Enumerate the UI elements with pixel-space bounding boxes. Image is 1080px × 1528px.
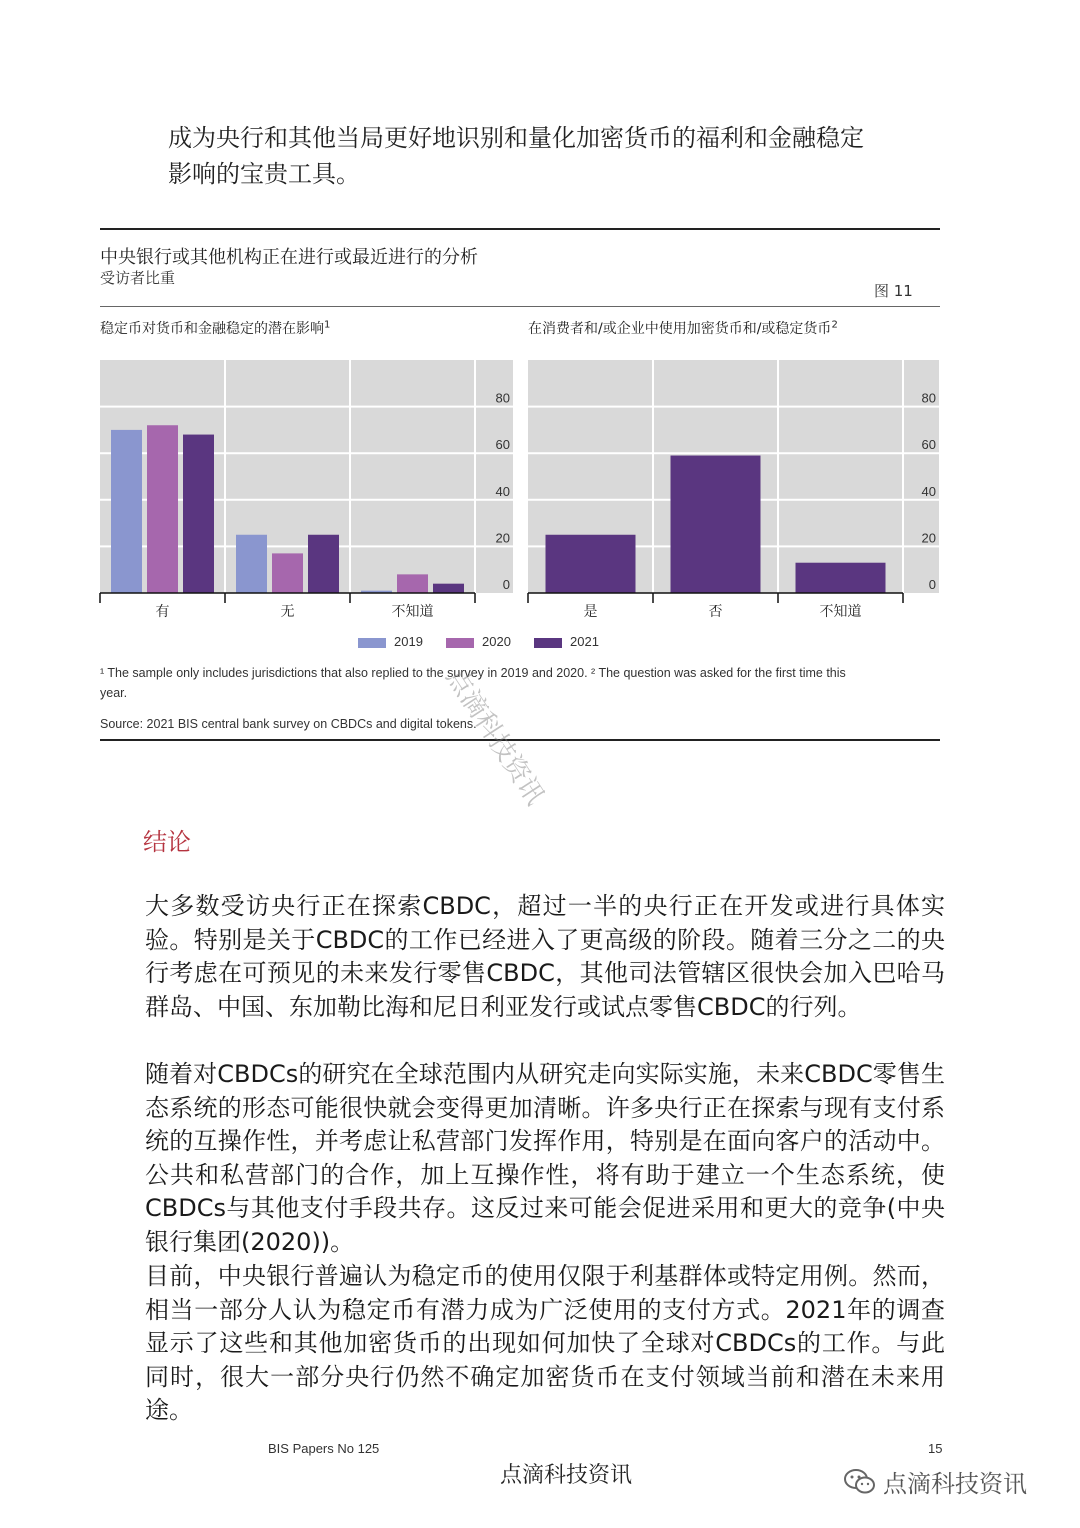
x-category-label: 不知道: [819, 603, 862, 619]
chart-legend: [358, 634, 599, 649]
bar: [236, 535, 267, 593]
figure-number: 图 11: [874, 282, 913, 300]
x-category-label: 有: [155, 603, 170, 619]
y-tick-label: 20: [495, 530, 510, 546]
y-tick-label: 80: [921, 390, 936, 406]
y-tick-label: 40: [921, 483, 936, 499]
wechat-account-name: 点滴科技资讯: [883, 1470, 1027, 1498]
right-panel-title-text: 在消费者和/或企业中使用加密货币和/或稳定货币: [528, 321, 832, 337]
figure-subtitle: 受访者比重: [100, 269, 176, 287]
footnote-line: ¹ The sample only includes jurisdictions that also replied to the survey in 2019 and 2020. ² The question was asked for the first time this: [100, 666, 846, 680]
paragraph-2: 随着对CBDCs的研究在全球范围内从研究走向实际实施，未来CBDC零售生态系统的形态可能很快就会变得更加清晰。许多央行正在探索与现有支付系统的互操作性，并考虑让私营部门发挥作用，特别是在面向客户的活动中。公共和私营部门的合作，加上互操作性，将有助于建立一个生态系统，使CBDCs与其他支付手段共存。这反过来可能会促进采用和更大的竞争(中央银行集团(2020))。: [145, 1060, 945, 1256]
bar: [272, 553, 303, 593]
y-tick-label: 0: [502, 577, 510, 592]
y-tick-label: 60: [921, 437, 936, 453]
footnote-line-cont: year.: [100, 686, 128, 700]
legend-swatch: [446, 638, 474, 648]
bar: [147, 425, 178, 593]
bar: [308, 535, 339, 593]
legend-label: 2020: [482, 634, 511, 649]
bar: [546, 535, 636, 593]
y-tick-label: 40: [495, 483, 510, 499]
wechat-icon: [843, 1468, 877, 1496]
diagonal-watermark: 点滴科技资讯: [439, 663, 550, 811]
left-panel-footnote-mark: 1: [324, 319, 331, 331]
footer-publication: BIS Papers No 125: [268, 1441, 380, 1456]
figure-title: 中央银行或其他机构正在进行或最近进行的分析: [100, 247, 478, 268]
bar: [183, 435, 214, 593]
right-bar-chart: [528, 360, 939, 619]
x-category-label: 否: [708, 603, 723, 619]
bar: [796, 563, 886, 593]
x-category-label: 无: [280, 603, 295, 619]
legend-swatch: [358, 638, 386, 648]
figure-chart: [0, 0, 1080, 660]
right-panel-footnote-mark: 2: [831, 319, 838, 331]
y-tick-label: 0: [928, 577, 936, 592]
x-category-label: 是: [583, 603, 598, 619]
bar: [671, 456, 761, 593]
legend-swatch: [534, 638, 562, 648]
bar: [111, 430, 142, 593]
x-category-label: 不知道: [391, 603, 434, 619]
left-panel-title-text: 稳定币对货币和金融稳定的潜在影响: [100, 321, 324, 337]
legend-label: 2021: [570, 634, 599, 649]
paragraph-1: 大多数受访央行正在探索CBDC，超过一半的央行正在开发或进行具体实验。特别是关于CBDC的工作已经进入了更高级的阶段。随着三分之二的央行考虑在可预见的未来发行零售CBDC，其他司法管辖区很快会加入巴哈马群岛、中国、东加勒比海和尼日利亚发行或试点零售CBDC的行列。: [145, 892, 945, 1021]
footer-page-number: 15: [928, 1441, 943, 1456]
y-tick-label: 60: [495, 437, 510, 453]
bar: [397, 574, 428, 593]
section-heading: 结论: [143, 828, 191, 856]
figure-source: Source: 2021 BIS central bank survey on CBDCs and digital tokens.: [100, 717, 477, 731]
bottom-watermark: 点滴科技资讯: [500, 1463, 633, 1488]
paragraph-3: 目前，中央银行普遍认为稳定币的使用仅限于利基群体或特定用例。然而，相当一部分人认为稳定币有潜力成为广泛使用的支付方式。2021年的调查显示了这些和其他加密货币的出现如何加快了全球对CBDCs的工作。与此同时，很大一部分央行仍然不确定加密货币在支付领域当前和潜在未来用途。: [145, 1262, 945, 1425]
left-bar-chart: [100, 360, 513, 619]
intro-paragraph: 成为央行和其他当局更好地识别和量化加密货币的福利和金融稳定影响的宝贵工具。: [168, 124, 864, 188]
y-tick-label: 20: [921, 530, 936, 546]
bar: [433, 584, 464, 593]
y-tick-label: 80: [495, 390, 510, 406]
legend-label: 2019: [394, 634, 423, 649]
wechat-badge[interactable]: [843, 1464, 1027, 1499]
